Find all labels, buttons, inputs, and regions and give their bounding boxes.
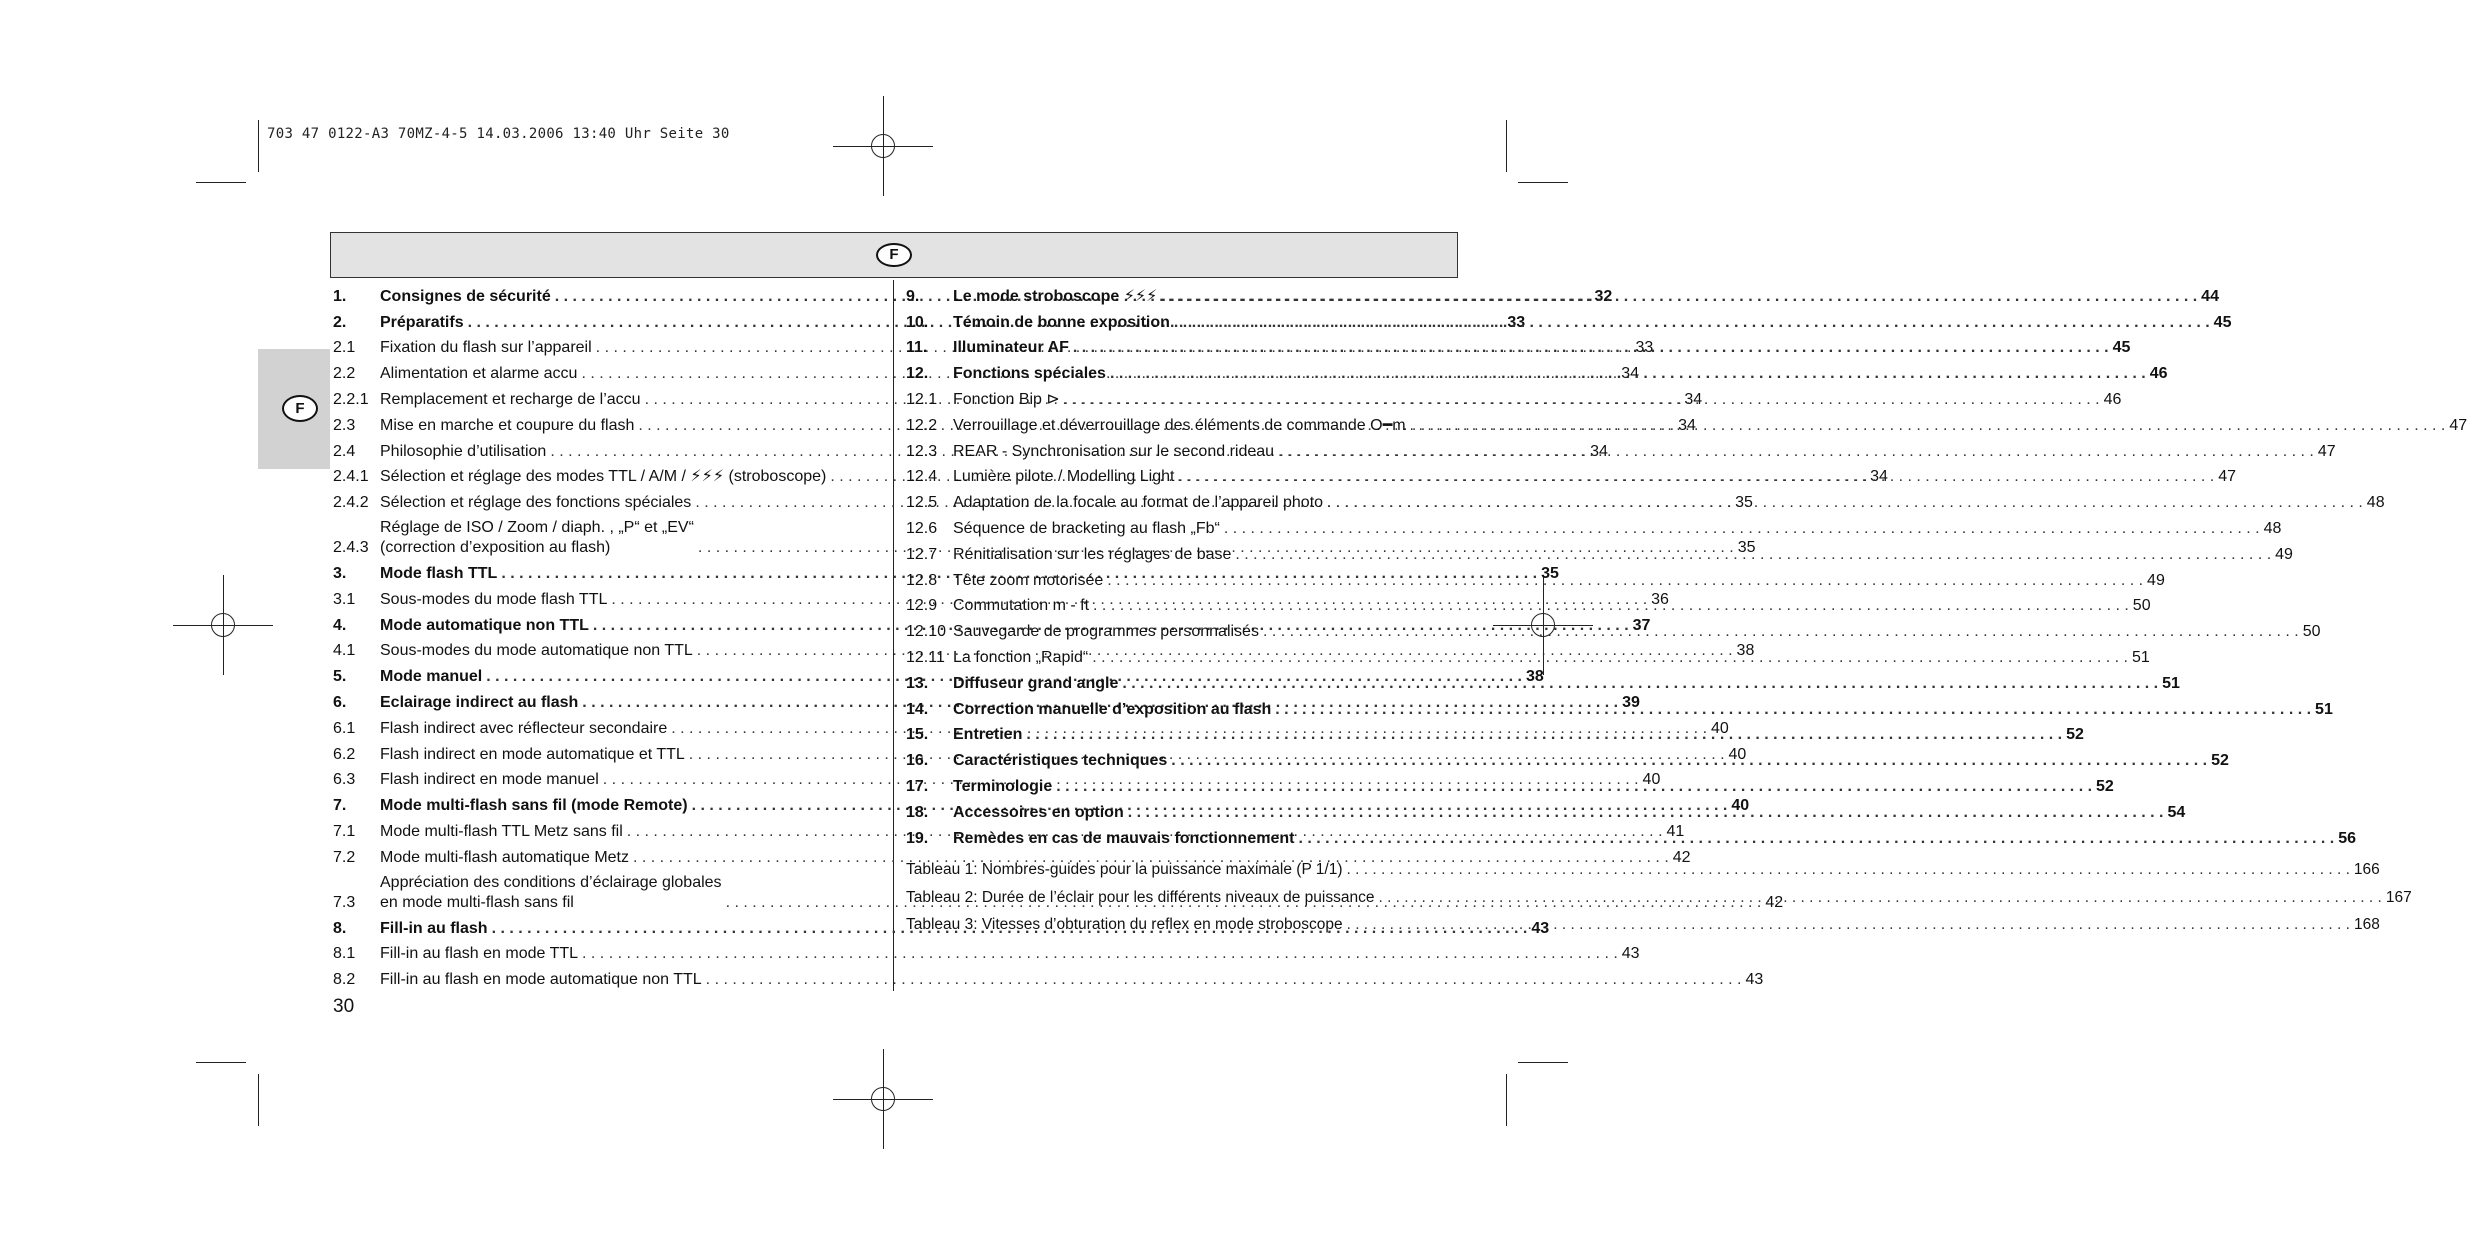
toc-entry-title: Caractéristiques techniques bbox=[953, 752, 1168, 770]
toc-entry-number: 18. bbox=[906, 803, 929, 821]
toc-entry-title: Alimentation et alarme accu bbox=[380, 365, 578, 383]
toc-entry-number: 4. bbox=[333, 616, 347, 634]
dot-leader bbox=[1107, 571, 2143, 591]
dot-leader bbox=[1122, 674, 2158, 694]
toc-entry-title: Témoin de bonne exposition bbox=[953, 313, 1170, 331]
toc-table-page: 168 bbox=[2353, 916, 2380, 934]
toc-entry-page: 35 bbox=[1737, 539, 1756, 557]
crop-mark bbox=[196, 1062, 246, 1063]
dot-leader bbox=[1092, 648, 2128, 668]
toc-table-title: Tableau 1: Nombres-guides pour la puissance maximale (P 1/1) bbox=[906, 861, 1343, 879]
dot-leader bbox=[706, 970, 1742, 990]
toc-entry-page: 40 bbox=[1731, 797, 1750, 815]
toc-entry-title: Commutation m - ft bbox=[953, 597, 1090, 615]
toc-entry-title: Entretien bbox=[953, 726, 1023, 744]
toc-entry-page: 43 bbox=[1531, 919, 1550, 937]
toc-entry-page: 40 bbox=[1728, 745, 1747, 763]
toc-table-page: 167 bbox=[2385, 888, 2412, 906]
toc-entry-title: Eclairage indirect au flash bbox=[380, 693, 579, 711]
toc-entry-page: 52 bbox=[2211, 752, 2229, 770]
toc-entry-number: 8. bbox=[333, 919, 347, 937]
toc-entry-page: 56 bbox=[2338, 829, 2357, 847]
toc-entry-page: 44 bbox=[2201, 287, 2219, 305]
dot-leader bbox=[1410, 416, 2446, 436]
toc-entry-page: 34 bbox=[1678, 416, 1696, 434]
toc-entry-number: 8.1 bbox=[333, 945, 356, 963]
toc-entry-page: 33 bbox=[1507, 313, 1526, 331]
toc-entry-title: Sauvegarde de programmes personnalisés bbox=[953, 623, 1259, 641]
toc-entry-title: La fonction „Rapid“ bbox=[953, 648, 1089, 666]
crop-mark bbox=[1506, 1074, 1507, 1126]
toc-entry-title: Adaptation de la focale au format de l’appareil photo bbox=[953, 494, 1324, 512]
toc-entry-number: 12.8 bbox=[906, 571, 938, 589]
toc-entry-title: Fill-in au flash en mode TTL bbox=[380, 945, 579, 963]
toc-entry-page: 49 bbox=[2275, 545, 2293, 563]
dot-leader bbox=[1128, 803, 2164, 823]
toc-entry bbox=[906, 513, 2282, 539]
toc-entry-number: 12.3 bbox=[906, 442, 938, 460]
toc-entry-number: 9. bbox=[906, 287, 920, 305]
toc-entry-page: 45 bbox=[2213, 313, 2232, 331]
side-language-tab bbox=[258, 349, 330, 469]
dot-leader bbox=[1263, 622, 2299, 642]
toc-entry-number: 6.3 bbox=[333, 771, 356, 789]
toc-entry-page: 34 bbox=[1684, 390, 1703, 408]
toc-entry-number: 2.4.2 bbox=[333, 494, 369, 512]
dot-leader bbox=[1298, 829, 2334, 849]
toc-entry-page: 34 bbox=[1621, 365, 1639, 383]
toc-entry-page: 39 bbox=[1622, 693, 1640, 711]
toc-entry-page: 45 bbox=[2112, 339, 2131, 357]
toc-entry-page: 41 bbox=[1666, 822, 1685, 840]
toc-entry-title-continued: en mode multi-flash sans fil bbox=[380, 893, 574, 911]
toc-entry-title: Consignes de sécurité bbox=[380, 287, 551, 305]
toc-entry-title: Fill-in au flash en mode automatique non TTL bbox=[380, 971, 702, 989]
toc-entry-number: 12.11 bbox=[906, 648, 945, 666]
toc-entry-title: Fill-in au flash bbox=[380, 919, 488, 937]
dot-leader bbox=[1073, 338, 2109, 358]
toc-entry-number: 2. bbox=[333, 313, 347, 331]
toc-entry-page: 52 bbox=[2066, 726, 2084, 744]
toc-entry-title: Verrouillage et déverrouillage des éléments de commande O━m bbox=[953, 416, 1406, 434]
language-header-bar bbox=[330, 232, 1458, 278]
crop-mark bbox=[196, 182, 246, 183]
crop-mark bbox=[1506, 120, 1507, 172]
toc-entry-title-continued: (correction d’exposition au flash) bbox=[380, 539, 611, 557]
toc-entry-page: 51 bbox=[2162, 674, 2180, 692]
toc-entry-page: 33 bbox=[1635, 339, 1654, 357]
toc-entry-number: 7. bbox=[333, 797, 347, 815]
toc-entry-title: Tête zoom motorisée bbox=[953, 571, 1104, 589]
dot-leader bbox=[1161, 287, 2197, 307]
toc-entry-page: 47 bbox=[2218, 468, 2237, 486]
toc-entry-number: 2.3 bbox=[333, 416, 356, 434]
toc-entry-title: Mode multi-flash sans fil (mode Remote) bbox=[380, 797, 688, 815]
toc-entry-title: Flash indirect avec réflecteur secondaire bbox=[380, 719, 668, 737]
registration-mark bbox=[173, 575, 273, 675]
toc-entry-title: Fixation du flash sur l’appareil bbox=[380, 339, 592, 357]
toc-entry-number: 10. bbox=[906, 313, 929, 331]
dot-leader bbox=[1278, 442, 2314, 462]
toc-entry-number: 1. bbox=[333, 287, 347, 305]
toc-entry-number: 12.7 bbox=[906, 545, 938, 563]
toc-entry-page: 32 bbox=[1594, 287, 1613, 305]
toc-entry-title: Mode multi-flash automatique Metz bbox=[380, 848, 629, 866]
dot-leader bbox=[1093, 596, 2129, 616]
toc-entry-number: 12.10 bbox=[906, 623, 947, 641]
toc-entry-title: Correction manuelle d’exposition au flash bbox=[953, 700, 1272, 718]
toc-entry-number: 2.4 bbox=[333, 442, 356, 460]
toc-entry-title: Le mode stroboscope ⚡⚡⚡ bbox=[953, 287, 1158, 305]
toc-entry-number: 6.2 bbox=[333, 745, 356, 763]
dot-leader bbox=[1327, 493, 2363, 513]
dot-leader bbox=[1347, 915, 2350, 935]
toc-entry-title: Terminologie bbox=[953, 777, 1053, 795]
toc-table-title: Tableau 2: Durée de l’éclair pour les différents niveaux de puissance bbox=[906, 888, 1375, 906]
toc-entry-number: 16. bbox=[906, 752, 929, 770]
toc-entry-page: 34 bbox=[1870, 468, 1888, 486]
toc-entry-page: 47 bbox=[2449, 416, 2467, 434]
print-slug: 703 47 0122-A3 70MZ-4-5 14.03.2006 13:40 Uhr Seite 30 bbox=[267, 126, 730, 142]
toc-entry-title: Mode manuel bbox=[380, 668, 483, 686]
toc-entry-number: 6.1 bbox=[333, 719, 356, 737]
registration-mark bbox=[833, 96, 933, 196]
dot-leader bbox=[1275, 700, 2311, 720]
toc-entry-number: 2.2.1 bbox=[333, 390, 369, 408]
toc-entry-title: Fonction Bip ⊳ bbox=[953, 390, 1060, 408]
dot-leader bbox=[1174, 313, 2210, 333]
toc-entry-title: Lumière pilote / Modelling Light bbox=[953, 468, 1175, 486]
toc-entry-title: Appréciation des conditions d’éclairage globales bbox=[380, 873, 722, 891]
toc-entry-page: 35 bbox=[1541, 564, 1559, 582]
toc-entry-page: 48 bbox=[2263, 519, 2282, 537]
toc-entry-page: 40 bbox=[1642, 771, 1661, 789]
toc-table-title: Tableau 3: Vitesses d’obturation du reflex en mode stroboscope bbox=[906, 916, 1343, 934]
toc-entry-number: 12.4 bbox=[906, 468, 938, 486]
toc-entry bbox=[333, 939, 1640, 965]
toc-entry-number: 12.5 bbox=[906, 494, 938, 512]
toc-entry bbox=[333, 964, 1764, 990]
toc-entry-title: Remèdes en cas de mauvais fonctionnement bbox=[953, 829, 1295, 847]
toc-entry-page: 34 bbox=[1590, 442, 1608, 460]
toc-entry-title: Séquence de bracketing au flash „Fb“ bbox=[953, 519, 1220, 537]
toc-entry-page: 46 bbox=[2149, 365, 2168, 383]
toc-entry-number: 4.1 bbox=[333, 642, 356, 660]
toc-entry-title: Remplacement et recharge de l’accu bbox=[380, 390, 641, 408]
dot-leader bbox=[1235, 545, 2271, 565]
toc-entry bbox=[333, 842, 1691, 868]
toc-entry-number: 13. bbox=[906, 674, 929, 692]
toc-entry-number: 12.6 bbox=[906, 519, 938, 537]
toc-entry-page: 50 bbox=[2132, 597, 2151, 615]
toc-entry-page: 51 bbox=[2315, 700, 2333, 718]
toc-entry-number: 3.1 bbox=[333, 590, 356, 608]
toc-entry-number: 17. bbox=[906, 777, 929, 795]
dot-leader bbox=[582, 944, 1618, 964]
dot-leader bbox=[1026, 725, 2062, 745]
toc-entry-page: 35 bbox=[1735, 494, 1753, 512]
toc-entry-number: 2.2 bbox=[333, 365, 356, 383]
toc-entry-title: Mode multi-flash TTL Metz sans fil bbox=[380, 822, 623, 840]
toc-entry-title: Sélection et réglage des modes TTL / A/M / ⚡⚡⚡ (stroboscope) bbox=[380, 468, 827, 486]
toc-entry-title: Fonctions spéciales bbox=[953, 365, 1106, 383]
crop-mark bbox=[258, 1074, 259, 1126]
toc-entry-title: Mode flash TTL bbox=[380, 564, 498, 582]
crop-mark bbox=[258, 120, 259, 172]
toc-entry-title: Mise en marche et coupure du flash bbox=[380, 416, 635, 434]
toc-entry-title: Philosophie d’utilisation bbox=[380, 442, 547, 460]
toc-entry-number: 12.9 bbox=[906, 597, 938, 615]
toc-entry-title: Sous-modes du mode flash TTL bbox=[380, 590, 608, 608]
toc-entry-page: 54 bbox=[2167, 803, 2186, 821]
toc-entry-number: 5. bbox=[333, 668, 347, 686]
toc-entry-title: Préparatifs bbox=[380, 313, 464, 331]
toc-entry-title: Accessoires en option bbox=[953, 803, 1124, 821]
toc-entry-number: 2.4.3 bbox=[333, 539, 369, 557]
toc-entry-title: Sous-modes du mode automatique non TTL bbox=[380, 642, 693, 660]
toc-entry-page: 47 bbox=[2317, 442, 2336, 460]
dot-leader bbox=[1171, 751, 2207, 771]
toc-entry-page: 36 bbox=[1651, 590, 1669, 608]
toc-entry-number: 19. bbox=[906, 829, 929, 847]
toc-entry-number: 6. bbox=[333, 693, 347, 711]
toc-entry-page: 46 bbox=[2103, 390, 2122, 408]
toc-entry-page: 50 bbox=[2302, 623, 2321, 641]
page-number: 30 bbox=[333, 996, 355, 1017]
toc-entry-number: 12. bbox=[906, 365, 929, 383]
crop-mark bbox=[1518, 1062, 1568, 1063]
toc-entry-title: Rénitialisation sur les réglages de base bbox=[953, 545, 1232, 563]
registration-mark bbox=[833, 1049, 933, 1149]
toc-entry-page: 48 bbox=[2366, 494, 2385, 512]
toc-entry-page: 51 bbox=[2131, 648, 2150, 666]
toc-entry-page: 43 bbox=[1745, 971, 1764, 989]
toc-entry-number: 7.3 bbox=[333, 893, 356, 911]
toc-entry-page: 52 bbox=[2096, 777, 2114, 795]
crop-mark bbox=[1518, 182, 1568, 183]
toc-entry-page: 38 bbox=[1736, 642, 1755, 660]
toc-table-page: 166 bbox=[2353, 861, 2380, 879]
toc-entry-page: 49 bbox=[2147, 571, 2165, 589]
language-badge: F bbox=[876, 243, 912, 267]
toc-entry-number: 7.1 bbox=[333, 822, 356, 840]
toc-entry-title: Sélection et réglage des fonctions spéciales bbox=[380, 494, 692, 512]
dot-leader bbox=[1224, 519, 2260, 539]
toc-entry-title: Réglage de ISO / Zoom / diaph. , „P“ et „EV“ bbox=[380, 519, 694, 537]
toc-entry-title: Diffuseur grand angle bbox=[953, 674, 1119, 692]
toc-entry-number: 11. bbox=[906, 339, 928, 357]
toc-entry-number: 8.2 bbox=[333, 971, 356, 989]
toc-entry-number: 3. bbox=[333, 564, 347, 582]
dot-leader bbox=[1347, 860, 2350, 880]
toc-entry-title: Flash indirect en mode manuel bbox=[380, 771, 599, 789]
toc-entry-page: 43 bbox=[1621, 945, 1640, 963]
dot-leader bbox=[1056, 777, 2092, 797]
toc-entry-number: 2.1 bbox=[333, 339, 356, 357]
toc-entry-page: 42 bbox=[1672, 848, 1691, 866]
toc-entry-number: 7.2 bbox=[333, 848, 356, 866]
toc-entry-page: 37 bbox=[1632, 616, 1651, 634]
toc-entry-title: Flash indirect en mode automatique et TTL bbox=[380, 745, 685, 763]
toc-entry-title: Illuminateur AF bbox=[953, 339, 1069, 357]
toc-entry-title: REAR - Synchronisation sur le second rideau bbox=[953, 442, 1275, 460]
dot-leader bbox=[1064, 390, 2100, 410]
toc-entry-page: 38 bbox=[1526, 668, 1544, 686]
toc-entry-number: 12.1 bbox=[906, 390, 938, 408]
dot-leader bbox=[1178, 467, 2214, 487]
toc-entry-number: 2.4.1 bbox=[333, 468, 369, 486]
toc-entry-page: 42 bbox=[1765, 893, 1784, 911]
toc-entry-page: 40 bbox=[1711, 719, 1729, 737]
side-language-badge: F bbox=[282, 395, 318, 422]
dot-leader bbox=[1378, 888, 2381, 908]
toc-entry-title: Mode automatique non TTL bbox=[380, 616, 589, 634]
toc-entry-number: 14. bbox=[906, 700, 929, 718]
toc-entry-number: 15. bbox=[906, 726, 929, 744]
toc-entry-number: 12.2 bbox=[906, 416, 938, 434]
dot-leader bbox=[1110, 364, 2146, 384]
